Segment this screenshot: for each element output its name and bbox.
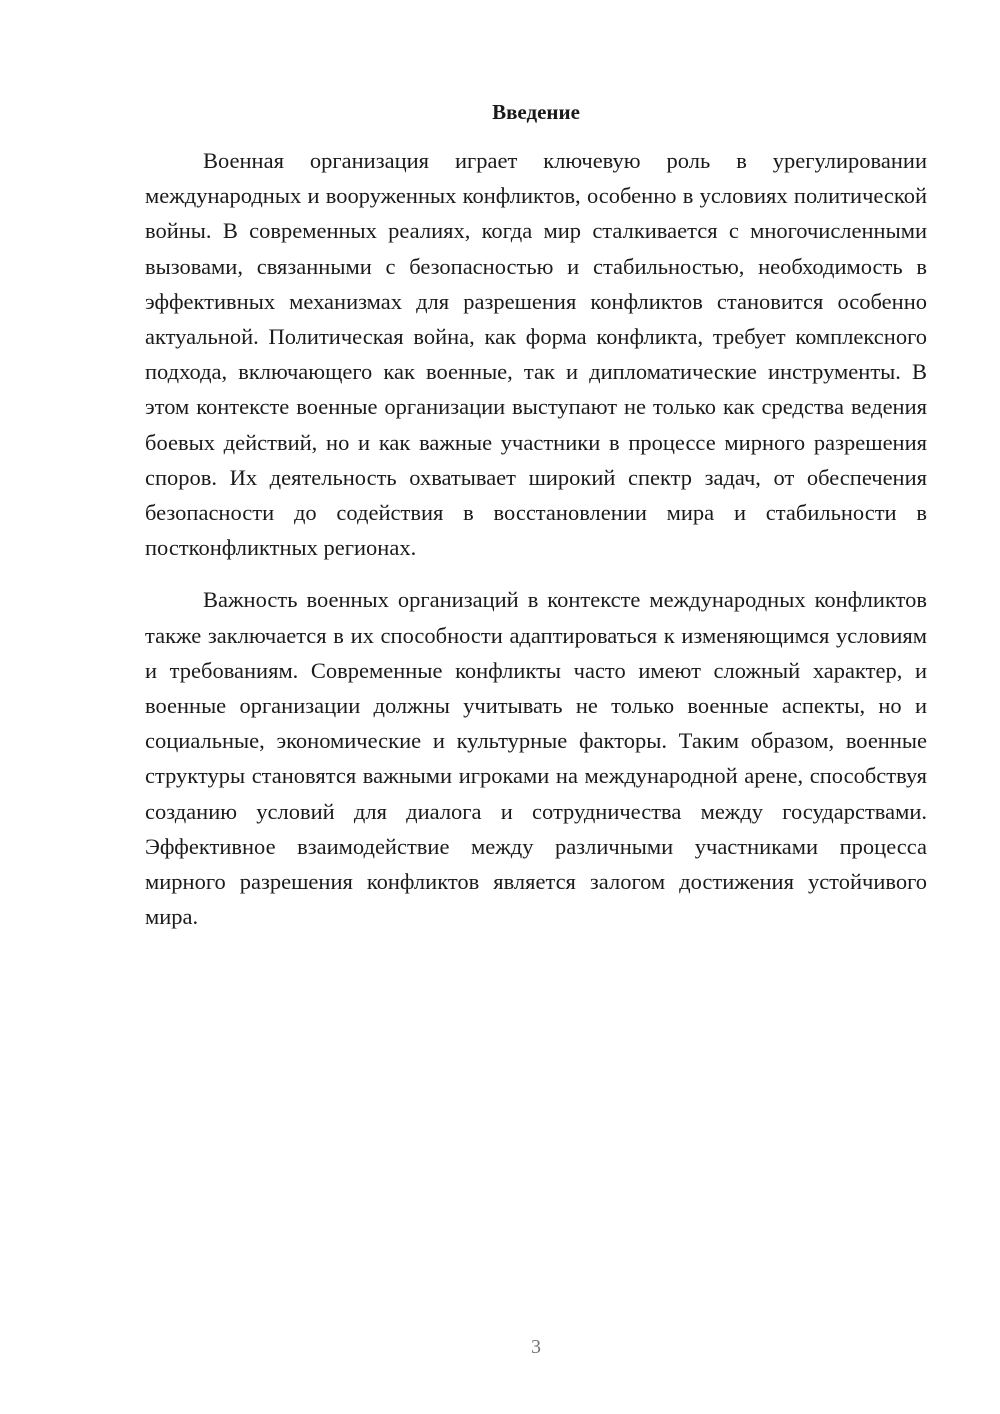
body-text xyxy=(145,143,927,934)
paragraph-1: Военная организация играет ключевую роль в урегулировании международных и вооруженных конфликтов, особенно в условиях политической войны. В современных реалиях, когда мир сталкивается с многочисленными вызовами, связанными с безопасностью и стабильностью, необходимость в эффективных механизмах для разрешения конфликтов становится особенно актуальной. Политическая война, как форма конфликта, требует комплексного подхода, включающего как военные, так и дипломатические инструменты. В этом контексте военные организации выступают не только как средства ведения боевых действий, но и как важные участники в процессе мирного разрешения споров. Их деятельность охватывает широкий спектр задач, от обеспечения безопасности до содействия в восстановлении мира и стабильности в постконфликтных регионах. xyxy=(145,148,927,561)
paragraph-2: Важность военных организаций в контексте международных конфликтов также заключается в их способности адаптироваться к изменяющимся условиям и требованиям. Современные конфликты часто имеют сложный характер, и военные организации должны учитывать не только военные аспекты, но и социальные, экономические и культурные факторы. Таким образом, военные структуры становятся важными игроками на международной арене, способствуя созданию условий для диалога и сотрудничества между государствами. Эффективное взаимодействие между различными участниками процесса мирного разрешения конфликтов является залогом достижения устойчивого мира. xyxy=(145,587,927,930)
page-number: 3 xyxy=(531,1336,541,1358)
section-heading: Введение xyxy=(492,100,580,124)
